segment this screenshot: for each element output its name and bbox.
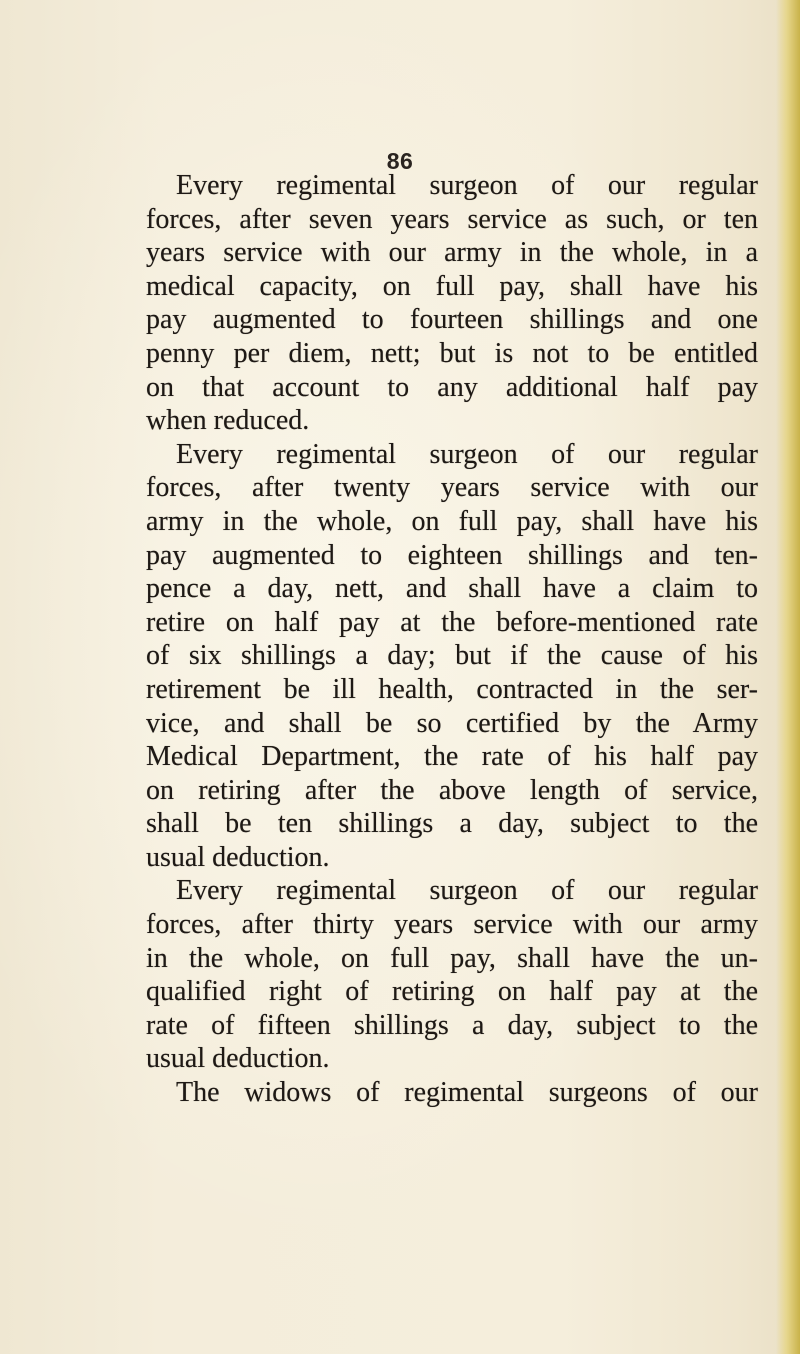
text-line: years service with our army in the whole, in a (146, 237, 758, 269)
text-line: when reduced. (146, 405, 310, 437)
text-line: forces, after twenty years service with our (146, 472, 758, 504)
text-line: usual deduction. (146, 1043, 330, 1075)
text-line: Every regimental surgeon of our regular (176, 170, 758, 201)
text-line: of six shillings a day; but if the cause of his (146, 640, 758, 672)
text-line: forces, after seven years service as such, or ten (146, 203, 758, 235)
body-text (146, 169, 758, 1110)
text-line: retire on half pay at the before-mentioned rate (146, 606, 758, 638)
text-line: rate of fifteen shillings a day, subject to the (146, 1009, 758, 1041)
text-line: on that account to any additional half pay (146, 371, 758, 403)
text-line: in the whole, on full pay, shall have the un- (146, 942, 758, 974)
text-line: pay augmented to eighteen shillings and ten- (146, 539, 758, 571)
text-line: pence a day, nett, and shall have a claim to (146, 573, 758, 605)
text-line: vice, and shall be so certified by the Army (146, 707, 758, 739)
text-line: retirement be ill health, contracted in the ser- (146, 673, 758, 705)
text-line: pay augmented to fourteen shillings and one (146, 304, 758, 336)
text-line: qualified right of retiring on half pay at the (146, 976, 758, 1008)
text-line: medical capacity, on full pay, shall have his (146, 270, 758, 302)
text-line: Medical Department, the rate of his half pay (146, 741, 758, 773)
page-gutter-shadow (776, 0, 800, 1354)
text-line: shall be ten shillings a day, subject to the (146, 808, 758, 840)
text-line: forces, after thirty years service with our army (146, 909, 758, 941)
text-line: army in the whole, on full pay, shall have his (146, 505, 758, 537)
page-number: 86 (386, 148, 414, 174)
text-line: penny per diem, nett; but is not to be entitled (146, 337, 758, 369)
text-line: on retiring after the above length of service, (146, 774, 758, 806)
text-line: The widows of regimental surgeons of our (176, 1077, 758, 1109)
text-line: Every regimental surgeon of our regular (176, 875, 758, 907)
text-line: Every regimental surgeon of our regular (176, 438, 758, 470)
text-line: usual deduction. (146, 841, 330, 873)
